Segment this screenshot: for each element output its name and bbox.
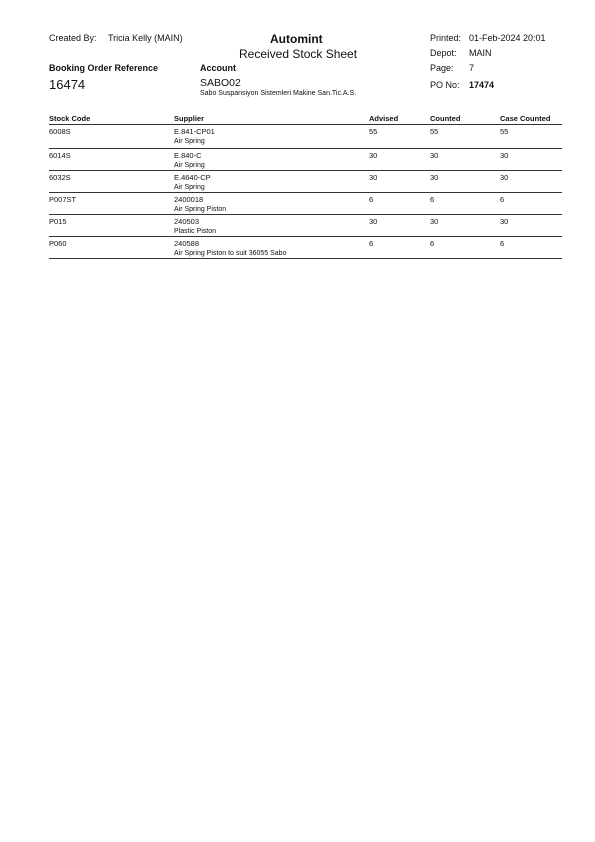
row-description: Air Spring [174, 138, 205, 145]
row-advised: 55 [369, 127, 378, 136]
row-case-counted: 6 [500, 195, 505, 204]
company-name: Automint [270, 32, 323, 46]
page-value: 7 [469, 63, 475, 73]
sheet-title: Received Stock Sheet [239, 47, 358, 61]
row-divider [49, 170, 562, 171]
row-description: Plastic Piston [174, 228, 217, 235]
account-label: Account [200, 63, 236, 73]
booking-ref-label: Booking Order Reference [49, 63, 159, 73]
depot-label: Depot: [430, 48, 457, 58]
row-supplier-code: 2400018 [174, 195, 204, 204]
row-supplier-code: E.840-C [174, 151, 202, 160]
po-value: 17474 [469, 80, 495, 90]
page-label: Page: [430, 63, 454, 73]
row-case-counted: 30 [500, 217, 509, 226]
row-stock-code: 6032S [49, 173, 71, 182]
table-row [0, 127, 595, 149]
col-header-counted: Counted [430, 114, 461, 123]
row-counted: 30 [430, 217, 439, 226]
row-description: Air Spring Piston to suit 36055 Sabo [174, 250, 287, 257]
row-divider [49, 148, 562, 149]
row-description: Air Spring [174, 184, 205, 191]
header-divider [49, 124, 562, 125]
created-by-value: Tricia Kelly (MAIN) [108, 33, 183, 43]
depot-value: MAIN [469, 48, 492, 58]
col-header-case-counted: Case Counted [500, 114, 551, 123]
printed-value: 01-Feb-2024 20:01 [469, 33, 546, 43]
row-case-counted: 6 [500, 239, 505, 248]
row-supplier-code: 240588 [174, 239, 200, 248]
row-divider [49, 236, 562, 237]
booking-ref-value: 16474 [49, 77, 86, 92]
col-header-advised: Advised [369, 114, 399, 123]
col-header-stock-code: Stock Code [49, 114, 91, 123]
row-stock-code: P060 [49, 239, 67, 248]
row-advised: 30 [369, 173, 378, 182]
row-case-counted: 55 [500, 127, 509, 136]
row-counted: 30 [430, 173, 439, 182]
created-by-label: Created By: [49, 33, 97, 43]
row-advised: 6 [369, 239, 374, 248]
row-counted: 6 [430, 239, 435, 248]
row-case-counted: 30 [500, 173, 509, 182]
printed-label: Printed: [430, 33, 462, 43]
row-supplier-code: E.841-CP01 [174, 127, 215, 136]
row-stock-code: P007ST [49, 195, 77, 204]
row-stock-code: 6008S [49, 127, 71, 136]
row-description: Air Spring [174, 162, 205, 169]
row-stock-code: 6014S [49, 151, 71, 160]
row-counted: 55 [430, 127, 439, 136]
row-stock-code: P015 [49, 217, 67, 226]
account-value: SABO02 [200, 77, 241, 89]
row-divider [49, 258, 562, 259]
row-counted: 6 [430, 195, 435, 204]
row-supplier-code: E.4640-CP [174, 173, 211, 182]
row-supplier-code: 240503 [174, 217, 200, 226]
account-name: Sabo Suspansiyon Sistemleri Makine San.Tic.A.S. [200, 90, 357, 97]
row-description: Air Spring Piston [174, 206, 227, 213]
row-advised: 6 [369, 195, 374, 204]
row-advised: 30 [369, 151, 378, 160]
row-divider [49, 214, 562, 215]
row-counted: 30 [430, 151, 439, 160]
row-case-counted: 30 [500, 151, 509, 160]
row-divider [49, 192, 562, 193]
po-label: PO No: [430, 80, 460, 90]
col-header-supplier: Supplier [174, 114, 205, 123]
row-advised: 30 [369, 217, 378, 226]
